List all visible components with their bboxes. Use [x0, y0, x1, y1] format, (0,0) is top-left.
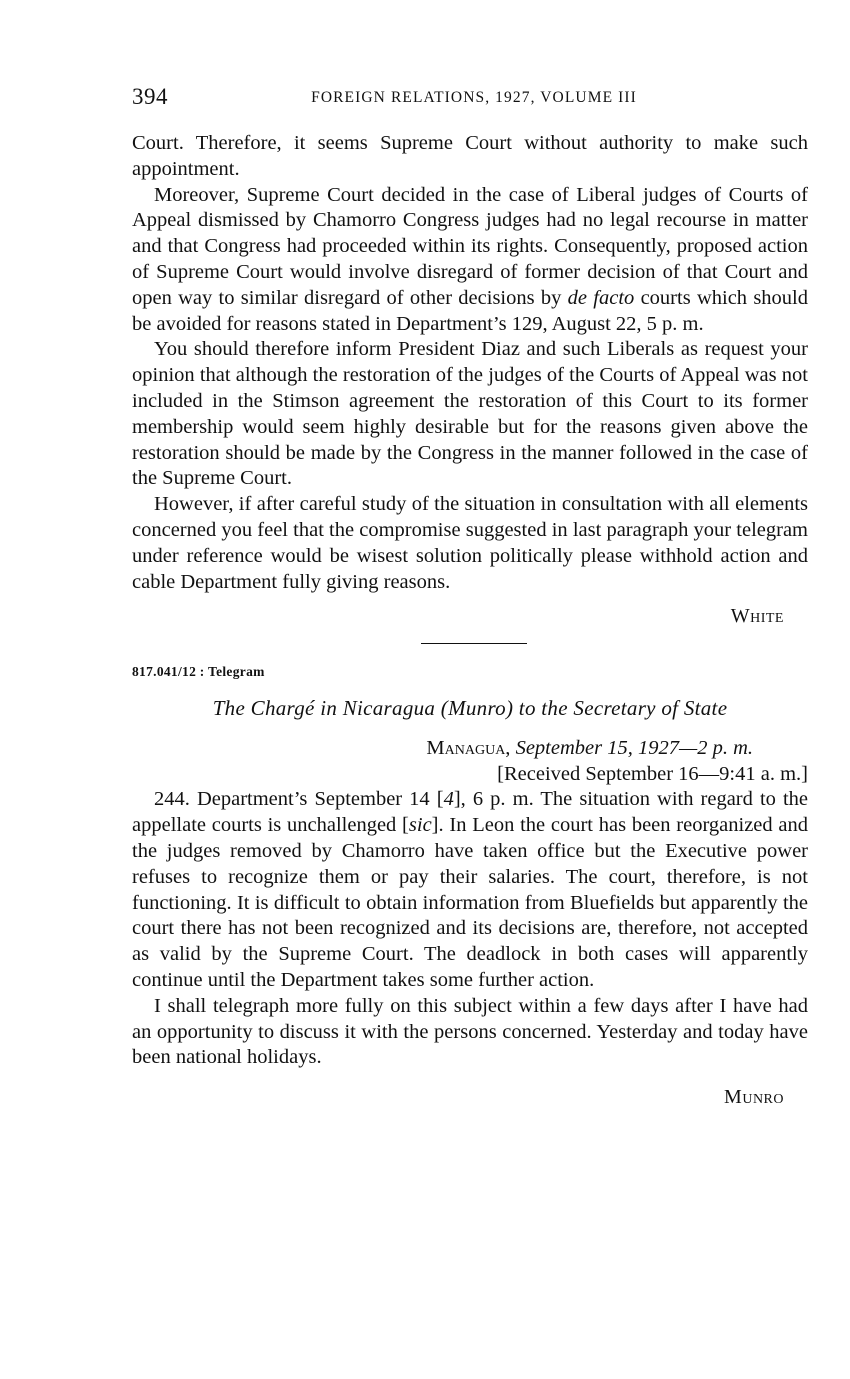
- title-text: The Chargé in Nicaragua (: [212, 696, 449, 721]
- paragraph: [132, 787, 808, 993]
- italic-text: 4: [443, 788, 454, 811]
- document-title: [132, 696, 808, 721]
- signature: White: [730, 605, 784, 628]
- paragraph: However, if after careful study of the situation in consultation with all elements concerned you feel that the compromise suggested in last paragraph your telegram under reference would be wisest solution politically please withhold action and cable Department fully giving reasons.: [132, 493, 808, 593]
- text-span: Moreover, Supreme Court decided in the case of Liberal judges of Courts of Appeal dismissed by Chamorro Congress judges had no legal recourse in matter and that Congress had proceeded within its rights. Consequently, proposed action of Supreme Court would involve disregard of former decision of that Court and open way to similar disregard of other decisions by: [132, 183, 808, 309]
- dateline: [132, 735, 808, 761]
- paragraph: I shall telegraph more fully on this subject within a few days after I have had an opportunity to discuss it with the persons concerned. Yesterday and today have been national holidays.: [132, 994, 808, 1069]
- signature: Munro: [724, 1086, 784, 1109]
- dateline-place: Managua,: [426, 737, 511, 760]
- dateline-date: September 15, 1927—2 p. m.: [515, 737, 753, 760]
- text-span: courts which should be avoided for reasons stated in Department’s 129, August 22, 5 p. m.: [132, 286, 809, 335]
- file-reference: 817.041/12 : Telegram: [132, 664, 265, 680]
- document-page: [132, 84, 808, 1109]
- title-text: ) to the Secretary of State: [505, 696, 728, 721]
- text-span: ]. In Leon the court has been reorganized and the judges removed by Chamorro have taken office but the Executive power refuses to recognize them or pay their salaries. The court, therefore, is not functioning. It is difficult to obtain information from Bluefields but apparently the court there has not been recognized and its decisions are, therefore, not accepted as valid by the Supreme Court. The deadlock in both cases will apparently continue until the Department takes some further action.: [132, 814, 809, 991]
- section-divider: [421, 643, 527, 644]
- text-span: ], 6 p. m. The situation with regard to the appellate courts is unchallenged [: [132, 788, 809, 837]
- italic-text: de facto: [567, 286, 635, 309]
- running-head: [132, 84, 808, 118]
- title-name: Munro: [448, 696, 506, 721]
- text-span: 244. Department’s September 14 [: [154, 788, 444, 811]
- italic-text: sic: [408, 814, 432, 837]
- paragraph: You should therefore inform President Diaz and such Liberals as request your opinion that although the restoration of the judges of the Courts of Appeal was not included in the Stimson agreement the restoration of this Court to its former membership would seem highly desirable but for the reasons given above the restoration should be made by the Congress in the manner followed in the case of the Supreme Court.: [132, 338, 808, 490]
- paragraph: [132, 183, 808, 338]
- received-line: [Received September 16—9:41 a. m.]: [497, 763, 808, 786]
- page-number: 394: [132, 84, 168, 109]
- running-title: FOREIGN RELATIONS, 1927, VOLUME III: [311, 89, 637, 106]
- paragraph: Court. Therefore, it seems Supreme Court without authority to make such appointment.: [132, 132, 808, 180]
